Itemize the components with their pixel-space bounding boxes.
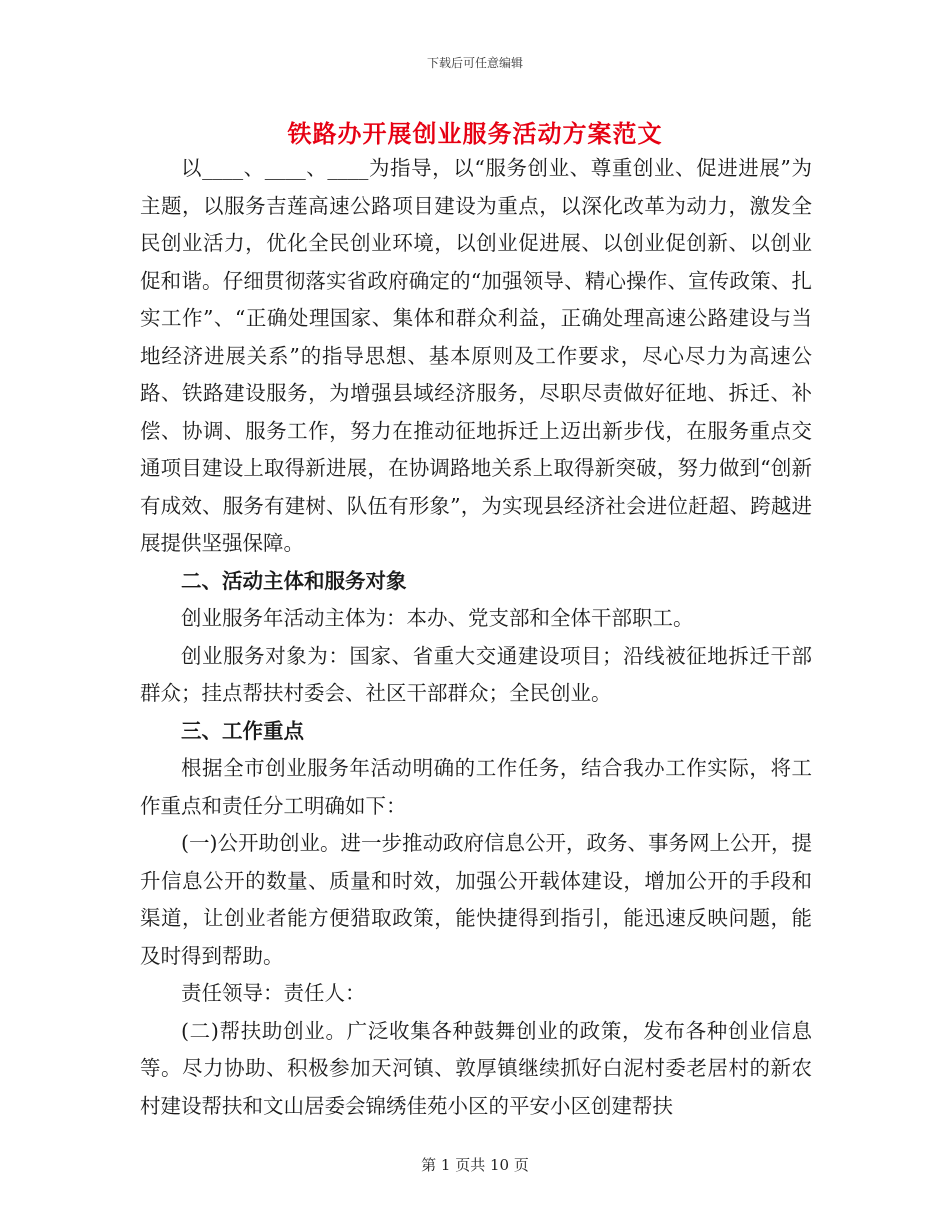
section-3-item-2: (二)帮扶助创业。广泛收集各种鼓舞创业的政策，发布各种创业信息等。尽力协助、积极参加天河镇、敦厚镇继续抓好白泥村委老居村的新农村建设帮扶和文山居委会锦绣佳苑小区的平安小区创建帮扶 (140, 1018, 812, 1118)
section-2-paragraph-2: 创业服务对象为：国家、省重大交通建设项目；沿线被征地拆迁干部群众；挂点帮扶村委会、社区干部群众；全民创业。 (140, 643, 812, 705)
header-note: 下载后可任意编辑 (426, 56, 523, 70)
intro-paragraph: 以____、____、____为指导，以“服务创业、尊重创业、促进进展”为主题，以服务吉莲高速公路项目建设为重点，以深化改革为动力，激发全民创业活力，优化全民创业环境，以创业促进展、以创业促创新、以创业促和谐。仔细贯彻落实省政府确定的“加强领导、精心操作、宣传政策、扎实工作”、“正确处理国家、集体和群众利益，正确处理高速公路建设与当地经济进展关系”的指导思想、基本原则及工作要求，尽心尽力为高速公路、铁路建设服务，为增强县域经济服务，尽职尽责做好征地、拆迁、补偿、协调、服务工作，努力在推动征地拆迁上迈出新步伐，在服务重点交通项目建设上取得新进展，在协调路地关系上取得新突破，努力做到“创新有成效、服务有建树、队伍有形象”，为实现县经济社会进位赶超、跨越进展提供坚强保障。 (140, 156, 812, 555)
section-3-item-1-responsibility: 责任领导：责任人： (181, 981, 366, 1005)
section-3-item-1: (一)公开助创业。进一步推动政府信息公开，政务、事务网上公开，提升信息公开的数量、质量和时效，加强公开载体建设，增加公开的手段和渠道，让创业者能方便猎取政策，能快捷得到指引，能迅速反映问题，能及时得到帮助。 (140, 831, 812, 968)
section-2-paragraph-1: 创业服务年活动主体为：本办、党支部和全体干部职工。 (181, 606, 694, 630)
document-body (140, 150, 812, 1125)
page-footer: 第 1 页共 10 页 (421, 1156, 529, 1174)
section-2-heading: 二、活动主体和服务对象 (181, 568, 407, 593)
document-title: 铁路办开展创业服务活动方案范文 (287, 119, 663, 148)
section-3-heading: 三、工作重点 (181, 718, 304, 743)
section-3-paragraph-1: 根据全市创业服务年活动明确的工作任务，结合我办工作实际，将工作重点和责任分工明确如下： (140, 756, 812, 818)
